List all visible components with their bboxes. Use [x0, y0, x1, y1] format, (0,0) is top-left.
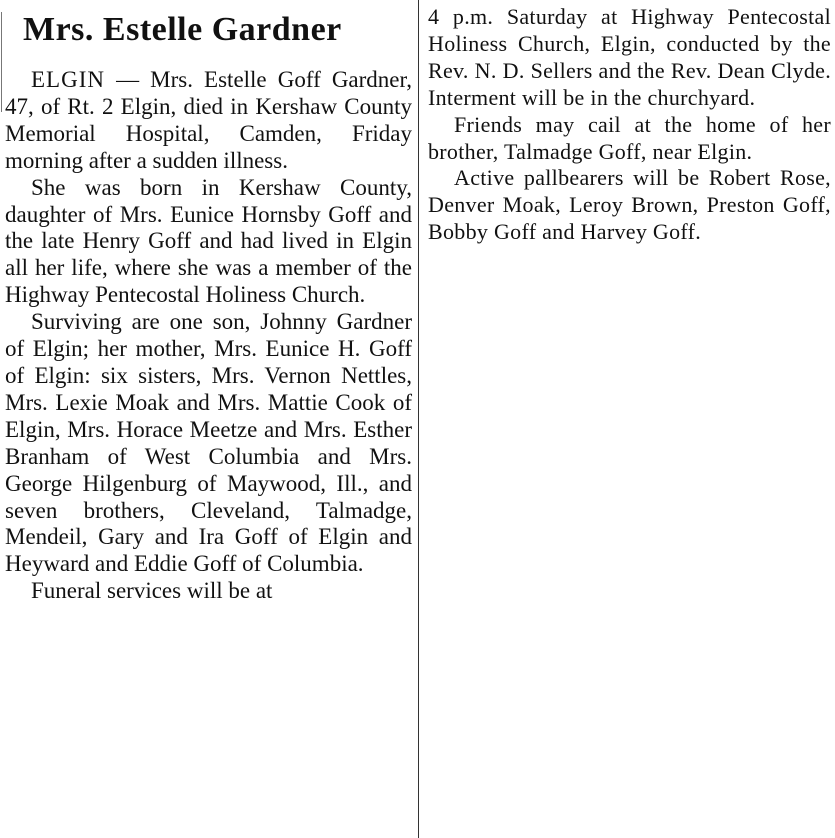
paragraph-pallbearers: Active pallbearers will be Robert Rose, Denver Moak, Leroy Brown, Preston Goff, Bobby Goff and Harvey Goff. — [428, 165, 831, 245]
right-column — [428, 0, 831, 246]
dateline: ELGIN — [31, 67, 105, 92]
obituary-headline: Mrs. Estelle Gardner — [23, 11, 342, 48]
paragraph-death-notice — [5, 67, 412, 175]
paragraph-survivors: Surviving are one son, Johnny Gardner of Elgin; her mother, Mrs. Eunice H. Goff of Elgin: six sisters, Mrs. Vernon Nettles, Mrs. Lexie Moak and Mrs. Mattie Cook of Elgin, Mrs. Horace Meetze and Mrs. Esther Branham of West Columbia and Mrs. George Hilgenburg of Maywood, Ill., and seven brothers, Cleveland, Talmadge, Mendeil, Gary and Ira Goff of Elgin and Heyward and Eddie Goff of Columbia. — [5, 309, 412, 577]
paragraph-funeral-continued: 4 p.m. Saturday at Highway Pentecostal Holiness Church, Elgin, conducted by the Rev. N. D. Sellers and the Rev. Dean Clyde. Interment will be in the churchyard. — [428, 4, 831, 110]
paragraph-visitation: Friends may cail at the home of her brother, Talmadge Goff, near Elgin. — [428, 111, 831, 164]
clipping-edge — [1, 12, 2, 112]
death-notice-text: — Mrs. Estelle Goff Gardner, 47, of Rt. 2 Elgin, died in Kershaw County Memorial Hospital, Camden, Friday morning after a sudden illness. — [5, 67, 412, 173]
paragraph-biography: She was born in Kershaw County, daughter of Mrs. Eunice Hornsby Goff and the late Henry Goff and had lived in Elgin all her life, where she was a member of the Highway Pentecostal Holiness Church. — [5, 174, 412, 308]
paragraph-funeral-start: Funeral services will be at — [31, 578, 273, 604]
left-column — [5, 0, 412, 605]
column-rule — [418, 0, 419, 838]
